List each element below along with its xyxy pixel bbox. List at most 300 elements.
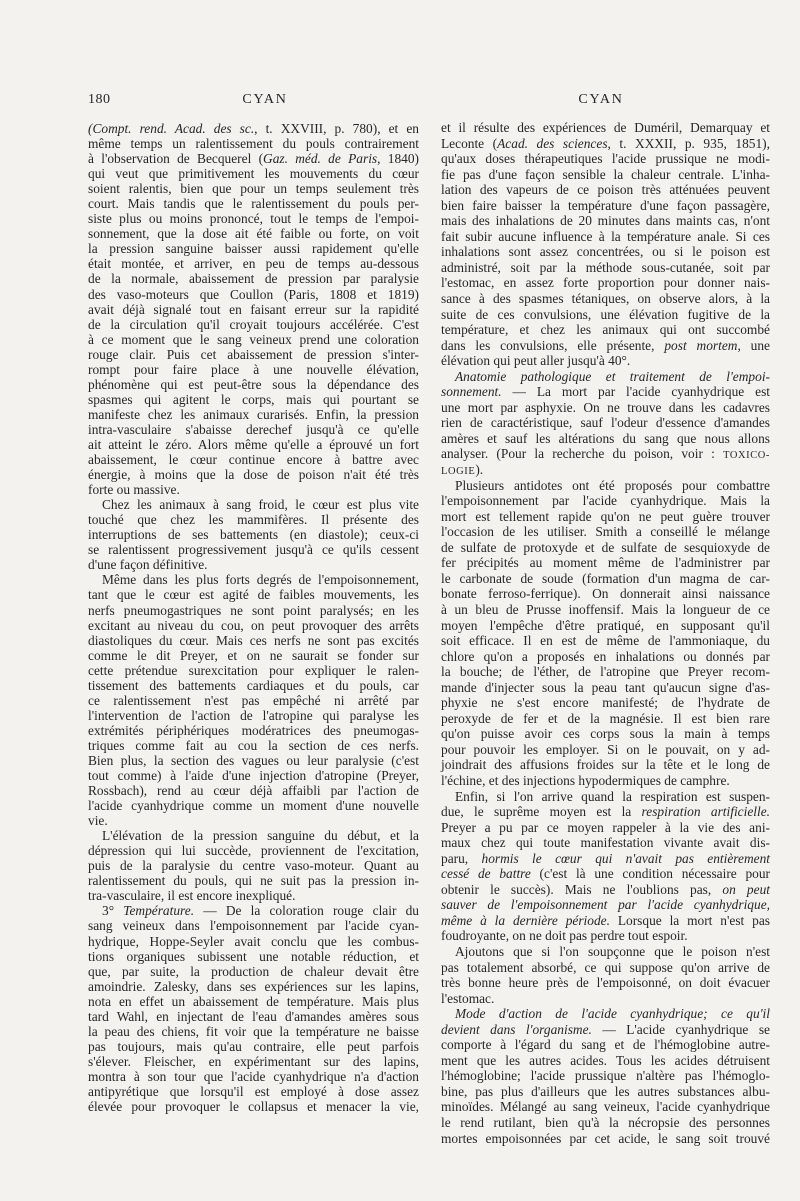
text-run: Leconte ( xyxy=(441,135,498,151)
text-line xyxy=(88,693,419,708)
text-line xyxy=(441,555,770,571)
text-line xyxy=(441,649,770,665)
text-line xyxy=(88,663,419,678)
text-line xyxy=(441,680,770,696)
right-column xyxy=(441,120,770,1146)
line-text: bonate ferroso-ferrique). On donnerait ainsi naissance xyxy=(441,586,770,602)
line-text: mande d'injecter sous la peau tant qu'aucun signe d'as- xyxy=(441,679,770,695)
line-text: et il résulte des expériences de Duméril, Demarquay et xyxy=(441,120,770,135)
text-line xyxy=(441,944,770,960)
text-line xyxy=(441,493,770,509)
line-text: soient ralentis, bien que pour un temps seulement très xyxy=(88,181,419,197)
line-text: à ce moment que le sang veineux prend une coloration xyxy=(88,331,419,347)
text-run: — De la coloration rouge clair du xyxy=(194,903,419,919)
line-text xyxy=(441,866,770,881)
line-text: Même dans les plus forts degrés de l'empoisonnement, xyxy=(102,572,419,588)
line-text: d'une façon définitive. xyxy=(88,557,208,573)
text-line xyxy=(88,437,419,452)
text-run: , t. XXXII, p. 935, 1851), xyxy=(607,135,770,151)
line-text: mais des inhalations de 20 minutes dans maints cas, n'ont xyxy=(441,213,770,229)
text-line xyxy=(88,181,419,196)
left-column xyxy=(88,121,419,1114)
line-text xyxy=(441,882,770,897)
text-line xyxy=(441,726,770,742)
line-text: amères et sauf les altérations du sang que nous allons xyxy=(441,430,770,446)
text-line xyxy=(441,866,770,882)
text-line xyxy=(88,1009,419,1024)
text-line xyxy=(88,347,419,362)
text-line xyxy=(88,527,419,542)
italic-text: sonnement. xyxy=(441,384,502,400)
text-line xyxy=(88,633,419,648)
italic-text: on peut xyxy=(722,881,770,897)
line-text: Plusieurs antidotes ont été proposés pour combattre xyxy=(455,477,770,493)
text-run: , 1840) xyxy=(377,151,419,167)
line-text: phyxie ne s'est encore manifesté; de l'hydrate de xyxy=(441,695,770,711)
line-text: siste plus ou moins prononcé, tout le temps de l'empoi- xyxy=(88,211,419,227)
text-line xyxy=(88,994,419,1009)
line-text: tard Wahl, en injectant de l'eau d'amandes amères sous xyxy=(88,1008,419,1024)
text-line xyxy=(88,241,419,256)
text-line xyxy=(88,1084,419,1099)
paragraph xyxy=(88,572,419,828)
text-line xyxy=(441,928,770,944)
line-text xyxy=(441,913,770,928)
paragraph xyxy=(441,789,770,944)
paragraph xyxy=(441,1006,770,1146)
line-text: la pression sanguine baisser aussi rapidement qu'elle xyxy=(88,241,419,257)
text-line xyxy=(441,897,770,913)
text-line xyxy=(88,648,419,663)
text-line xyxy=(88,287,419,302)
line-text: élevée pour provoquer le collapsus et menacer la vie, xyxy=(88,1099,419,1115)
text-line xyxy=(441,1053,770,1069)
line-text: tissement des battements cardiaques et du pouls, car xyxy=(88,677,419,693)
text-line xyxy=(88,557,419,572)
line-text: rouge clair. Puis cet abaissement de pression s'inter- xyxy=(88,346,419,362)
text-line xyxy=(441,384,770,400)
text-line xyxy=(88,121,419,136)
text-line xyxy=(441,804,770,820)
line-text: était montée, et arriver, en peu de temps au-dessous xyxy=(88,256,419,272)
line-text xyxy=(441,136,770,151)
text-line xyxy=(88,708,419,723)
text-line xyxy=(441,1099,770,1115)
line-text: qui veut que primitivement les mouvements du cœur xyxy=(88,166,419,182)
italic-text: devient dans l'organisme. xyxy=(441,1021,592,1037)
text-line xyxy=(441,540,770,556)
line-text: l'estomac. xyxy=(441,990,495,1006)
line-text xyxy=(441,897,770,912)
line-text: nerfs pneumogastriques ne sont point paralysés; en les xyxy=(88,602,419,618)
text-line xyxy=(441,1022,770,1038)
line-text: même temps un ralentissement du pouls contrairement xyxy=(88,136,419,152)
line-text: tra-vasculaire, il est encore inexpliqué. xyxy=(88,888,296,904)
italic-text: respiration artificielle. xyxy=(641,804,771,820)
paragraph xyxy=(88,121,419,497)
text-line xyxy=(88,949,419,964)
line-text: rien de caractéristique, sauf l'odeur d'essence d'amandes xyxy=(441,415,770,431)
line-text: l'empoisonnement par l'acide cyanhydrique. Mais la xyxy=(441,493,770,509)
line-text: ment que les autres acides. Tous les acides détruisent xyxy=(441,1052,770,1068)
line-text: foudroyante, on ne doit pas perdre tout espoir. xyxy=(441,928,688,944)
line-text: maux chez qui toute manifestation vivante avait dis- xyxy=(441,835,770,851)
text-line xyxy=(441,213,770,229)
line-text: comme le dit Preyer, et on ne saurait se fonder sur xyxy=(88,647,419,663)
line-text xyxy=(88,121,419,136)
line-text: de la normale, abaissement de pression par paralysie xyxy=(88,271,419,287)
paragraph xyxy=(88,903,419,1114)
text-line xyxy=(88,542,419,557)
text-run: 3° xyxy=(102,903,124,919)
text-run: due, le suprême moyen est la xyxy=(441,804,642,820)
line-text: comporte à l'égard du sang et de l'hémoglobine autre- xyxy=(441,1037,770,1053)
text-line xyxy=(441,913,770,929)
line-text: ralentissement du pouls, qui ne suit pas la pression in- xyxy=(88,873,419,889)
line-text: l'occasion de les utiliser. Smith a conseillé le mélange xyxy=(441,524,770,540)
line-text: tions organiques subissent une notable réduction, et xyxy=(88,948,419,964)
line-text: se ralentissent progressivement jusqu'à ce qu'ils cessent xyxy=(88,542,419,558)
line-text xyxy=(441,1022,770,1037)
text-line xyxy=(88,964,419,979)
italic-text: Acad. des sciences xyxy=(497,135,608,151)
text-line xyxy=(441,338,770,354)
text-line xyxy=(88,497,419,512)
line-text: le carbonate de soude (formation d'un magma de car- xyxy=(441,570,770,586)
text-line xyxy=(88,166,419,181)
text-line xyxy=(88,873,419,888)
line-text: administré, soit par la méthode sous-cutanée, soit par xyxy=(441,259,770,275)
text-line xyxy=(441,1115,770,1131)
text-line xyxy=(441,322,770,338)
text-line xyxy=(88,678,419,693)
text-line xyxy=(88,467,419,482)
line-text: bien faire baisser la température d'une façon passagère, xyxy=(441,197,770,213)
text-line xyxy=(441,742,770,758)
text-line xyxy=(441,260,770,276)
line-text: de la circulation qu'il croyait toujours accélérée. C'est xyxy=(88,316,419,332)
line-text: l'estomac, en assez forte proportion pour donner nais- xyxy=(441,275,770,291)
line-text: spasmes qui agitent le corps, mais qui pourtant se xyxy=(88,391,419,407)
text-line xyxy=(88,407,419,422)
text-run: — La mort par l'acide cyanhydrique est xyxy=(501,384,770,400)
line-text: inhalations sont assez concentrées, ou si le poison est xyxy=(441,244,770,260)
text-line xyxy=(88,1054,419,1069)
italic-text: Température. xyxy=(123,903,195,919)
text-line xyxy=(88,1039,419,1054)
line-text: ait atteint le zéro. Alors même qu'elle a éprouvé un fort xyxy=(88,436,419,452)
text-line xyxy=(441,524,770,540)
line-text: minoïdes. Mélangé au sang veineux, l'acide cyanhydrique xyxy=(441,1099,770,1115)
italic-text: même à la dernière période. xyxy=(441,912,610,928)
line-text xyxy=(455,1006,770,1021)
text-run: à l'observation de Becquerel ( xyxy=(88,151,264,167)
line-text: sang veineux dans l'empoisonnement par l'acide cyan- xyxy=(88,918,419,934)
line-text: que, par suite, la production de chaleur devait être xyxy=(88,963,419,979)
text-line xyxy=(88,211,419,226)
italic-text: Mode d'action de l'acide cyanhydrique; ce qu'il xyxy=(455,1006,770,1022)
paragraph xyxy=(88,828,419,903)
line-text: pas totalement absorbé, ce qui suppose qu'on arrive de xyxy=(441,959,770,975)
line-text: diastoliques du cœur. Mais ces nerfs ne sont pas excités xyxy=(88,632,419,648)
text-line xyxy=(441,446,770,462)
line-text: amoindrie. Zalesky, dans ses expériences sur les lapins, xyxy=(88,978,419,994)
running-head-left: CYAN xyxy=(242,92,288,107)
line-text xyxy=(455,369,770,384)
text-line xyxy=(88,512,419,527)
text-line xyxy=(441,835,770,851)
line-text: une mort par asphyxie. On ne trouve dans les cadavres xyxy=(441,399,770,415)
text-line xyxy=(441,851,770,867)
line-text: abaissement, le cœur continue encore à battre avec xyxy=(88,452,419,468)
text-line xyxy=(441,369,770,385)
line-text: sonnement, que la dose ait été faible ou forte, on voit xyxy=(88,226,419,242)
line-text: Preyer a pu par ce moyen rappeler à la vie des ani- xyxy=(441,819,770,835)
text-line xyxy=(88,572,419,587)
text-line xyxy=(88,888,419,903)
line-text: nota en effet un abaissement de température. Mais plus xyxy=(88,993,419,1009)
line-text: intra-vasculaire s'abaisse derechef jusqu'à ce qu'elle xyxy=(88,421,419,437)
line-text: Bien plus, la section des vagues ou leur paralysie (c'est xyxy=(88,752,419,768)
text-line xyxy=(441,571,770,587)
italic-text: (Compt. rend. Acad. des sc. xyxy=(88,121,255,136)
text-line xyxy=(88,271,419,286)
text-line xyxy=(441,353,770,369)
line-text: mort est tellement rapide qu'on ne peut guère trouver xyxy=(441,508,770,524)
text-line xyxy=(441,307,770,323)
line-text: Ajoutons que si l'on soupçonne que le poison n'est xyxy=(455,943,770,959)
line-text: à un bleu de Prusse inoffensif. Mais la longueur de ce xyxy=(441,601,770,617)
line-text: qu'aux doses thérapeutiques l'acide prussique ne modi- xyxy=(441,151,770,167)
text-line xyxy=(88,587,419,602)
line-text: élévation qui peut aller jusqu'à 40°. xyxy=(441,353,631,369)
italic-text: Anatomie pathologique et traitement de l'empoi- xyxy=(455,368,770,384)
text-line xyxy=(441,773,770,789)
line-text xyxy=(441,462,483,477)
text-run: — L'acide cyanhydrique se xyxy=(591,1021,770,1037)
text-run: obtenir le succès). Mais ne l'oublions pas, xyxy=(441,881,723,897)
text-line xyxy=(441,1037,770,1053)
line-text: pour pouvoir les employer. Si on le pouvait, on y ad- xyxy=(441,741,770,757)
text-line xyxy=(88,151,419,166)
text-line xyxy=(88,196,419,211)
line-text xyxy=(102,903,419,918)
text-line xyxy=(88,858,419,873)
italic-text: hormis le cœur qui n'avait pas entièrement xyxy=(481,850,770,866)
text-line xyxy=(88,317,419,332)
text-line xyxy=(88,738,419,753)
text-line xyxy=(88,452,419,467)
line-text: puis de la paralysie du centre vaso-moteur. Quant au xyxy=(88,858,419,874)
line-text: Rossbach), rend au cœur déjà affaibli par l'action de xyxy=(88,783,419,799)
text-line xyxy=(441,136,770,152)
text-line xyxy=(88,256,419,271)
line-text: Chez les animaux à sang froid, le cœur est plus vite xyxy=(102,497,419,513)
text-line xyxy=(88,1099,419,1114)
paragraph xyxy=(441,369,770,478)
line-text: fie pas d'une façon sensible la chaleur centrale. L'inha- xyxy=(441,166,770,182)
text-line xyxy=(88,918,419,933)
text-line xyxy=(441,695,770,711)
text-line xyxy=(441,820,770,836)
text-line xyxy=(441,182,770,198)
line-text xyxy=(88,151,419,166)
line-text: forte ou massive. xyxy=(88,482,180,498)
text-line xyxy=(441,120,770,136)
small-caps-text: LOGIE xyxy=(441,466,476,478)
line-text: cette prétendue surexcitation pour expliquer le ralen- xyxy=(88,662,419,678)
text-line xyxy=(88,783,419,798)
text-line xyxy=(88,332,419,347)
page-number: 180 xyxy=(88,92,111,107)
text-line xyxy=(441,618,770,634)
italic-text: post mortem xyxy=(664,337,738,353)
text-line xyxy=(441,882,770,898)
line-text: manifeste chez les animaux curarisés. Enfin, la pression xyxy=(88,406,419,422)
text-line xyxy=(441,291,770,307)
line-text xyxy=(441,804,770,819)
text-line xyxy=(88,482,419,497)
line-text: s'élever. Fleischer, en expérimentant sur des lapins, xyxy=(88,1053,419,1069)
text-line xyxy=(441,991,770,1007)
line-text: pas toujours, mais qu'au contraire, elle peut parfois xyxy=(88,1038,419,1054)
paragraph xyxy=(441,120,770,369)
italic-text: sauver de l'empoisonnement par l'acide cyanhydrique, xyxy=(441,897,770,913)
text-run: paru, xyxy=(441,850,482,866)
text-line xyxy=(441,275,770,291)
text-line xyxy=(441,509,770,525)
line-text: le rend rutilant, bien qu'à la nécropsie des personnes xyxy=(441,1115,770,1130)
text-line xyxy=(441,586,770,602)
line-text: bine, pas plus d'ailleurs que les autres substances albu- xyxy=(441,1083,770,1099)
text-run: , une xyxy=(737,337,770,353)
text-line xyxy=(441,711,770,727)
text-line xyxy=(88,934,419,949)
line-text: peroxyde de fer et de la magnésie. Il est bien rare xyxy=(441,710,770,726)
line-text: l'acide cyanhydrique comme un moment d'une nouvelle xyxy=(88,798,419,814)
line-text: qu'on puisse avoir ces corps sous la main à temps xyxy=(441,726,770,742)
line-text: l'échine, et des injections hypodermiques de camphre. xyxy=(441,772,730,788)
text-line xyxy=(441,789,770,805)
line-text: avait déjà signalé tout en faisant erreur sur la rapidité xyxy=(88,301,419,317)
text-line xyxy=(88,1024,419,1039)
line-text: la peau des chiens, fit voir que la température ne baisse xyxy=(88,1023,419,1039)
text-line xyxy=(88,1069,419,1084)
line-text xyxy=(441,338,770,353)
text-line xyxy=(441,1068,770,1084)
line-text: rompt pour faire place à une nouvelle élévation, xyxy=(88,361,419,377)
text-line xyxy=(441,431,770,447)
running-head-right: CYAN xyxy=(578,92,624,107)
text-line xyxy=(88,226,419,241)
text-line xyxy=(441,633,770,649)
line-text: suite de ces convulsions, une élévation fugitive de la xyxy=(441,306,770,322)
text-line xyxy=(88,603,419,618)
text-line xyxy=(441,167,770,183)
text-run: ). xyxy=(475,462,484,478)
text-run: dans les convulsions, elle présente, xyxy=(441,337,665,353)
line-text: antipyrétique que lorsqu'il est employé à dose assez xyxy=(88,1084,419,1099)
text-line xyxy=(88,753,419,768)
text-line xyxy=(88,136,419,151)
line-text xyxy=(441,384,770,399)
line-text: très bonne heure près de l'empoisonné, on doit évacuer xyxy=(441,975,770,991)
text-run: (c'est là une condition nécessaire pour xyxy=(530,866,770,882)
text-line xyxy=(441,151,770,167)
line-text: dépression qui lui succède, proviennent de l'excitation, xyxy=(88,843,419,859)
paragraph xyxy=(88,497,419,572)
line-text: de sulfate de protoxyde et de sulfate de sesquioxyde de xyxy=(441,539,770,555)
text-line xyxy=(88,843,419,858)
text-run: Lorsque la mort n'est pas xyxy=(609,912,770,928)
line-text: moyen l'empêche d'être pratiqué, en supposant qu'il xyxy=(441,617,770,633)
line-text: phénomène qui est peut-être sous la dépendance des xyxy=(88,376,419,392)
text-line xyxy=(441,602,770,618)
text-line xyxy=(441,478,770,494)
line-text: fer précipités au moment même de l'administrer par xyxy=(441,555,770,571)
text-line xyxy=(441,664,770,680)
text-run: , t. XXVIII, p. 780), et en xyxy=(254,121,419,136)
text-line xyxy=(88,798,419,813)
text-line xyxy=(441,244,770,260)
line-text: mortes empoisonnées par cet acide, le sang soit trouvé xyxy=(441,1130,770,1146)
text-line xyxy=(88,903,419,918)
text-line xyxy=(441,198,770,214)
text-line xyxy=(88,723,419,738)
line-text: vie. xyxy=(88,813,108,829)
text-line xyxy=(441,960,770,976)
line-text: l'intervention de l'action de l'atropine qui paralyse les xyxy=(88,707,419,723)
text-line xyxy=(441,757,770,773)
line-text: ce ralentissement n'est pas empêché ni arrêté par xyxy=(88,692,419,708)
line-text: L'élévation de la pression sanguine du début, et la xyxy=(102,828,419,844)
line-text: tant que le cœur est agité de faibles mouvements, les xyxy=(88,587,419,603)
text-line xyxy=(88,768,419,783)
line-text: chlore qu'on a proposés en inhalations ou donnés par xyxy=(441,648,770,664)
text-line xyxy=(441,229,770,245)
text-line xyxy=(441,415,770,431)
line-text: lation des vapeurs de ce poison très atténuées peuvent xyxy=(441,182,770,198)
line-text: température, et chez les animaux qui ont succombé xyxy=(441,322,770,338)
text-line xyxy=(88,618,419,633)
line-text: excitant au niveau du cou, on peut provoquer des arrêts xyxy=(88,617,419,633)
text-line xyxy=(88,422,419,437)
line-text: hydrique, Hoppe-Seyler avait conclu que les combus- xyxy=(88,933,419,949)
line-text: joindrait des affusions froides sur la tête et le long de xyxy=(441,757,770,773)
paragraph xyxy=(441,944,770,1006)
line-text: touché que chez les mammifères. Il présente des xyxy=(88,512,419,528)
text-line xyxy=(88,979,419,994)
text-line xyxy=(88,813,419,828)
text-line xyxy=(441,1084,770,1100)
italic-text: cessé de battre xyxy=(441,866,531,882)
line-text: énergie, à moins que la dose de poison n'ait été très xyxy=(88,467,419,483)
text-line xyxy=(88,302,419,317)
line-text: sance à des spasmes tétaniques, on observe alors, à la xyxy=(441,291,770,307)
line-text: triques comme fait au cou la section de ces nerfs. xyxy=(88,737,419,753)
line-text: montra à son tour que l'acide cyanhydrique n'a d'action xyxy=(88,1068,419,1084)
line-text: l'hémoglobine; l'acide prussique n'altère pas l'hémoglo- xyxy=(441,1068,770,1084)
line-text: la bouche; de l'éther, de l'atropine que Preyer recom- xyxy=(441,664,770,680)
line-text: extrémités périphériques modératrices des pneumogas- xyxy=(88,722,419,738)
line-text: des vaso-moteurs que Coullon (Paris, 1808 et 1819) xyxy=(88,286,419,302)
text-line xyxy=(441,975,770,991)
paragraph xyxy=(441,478,770,789)
line-text xyxy=(441,446,770,461)
line-text: soit efficace. Il en est de même de l'ammoniaque, du xyxy=(441,633,770,649)
line-text: interruptions de ses battements (en diastole); ceux-ci xyxy=(88,527,419,543)
line-text: Enfin, si l'on arrive quand la respiration est suspen- xyxy=(455,788,770,804)
